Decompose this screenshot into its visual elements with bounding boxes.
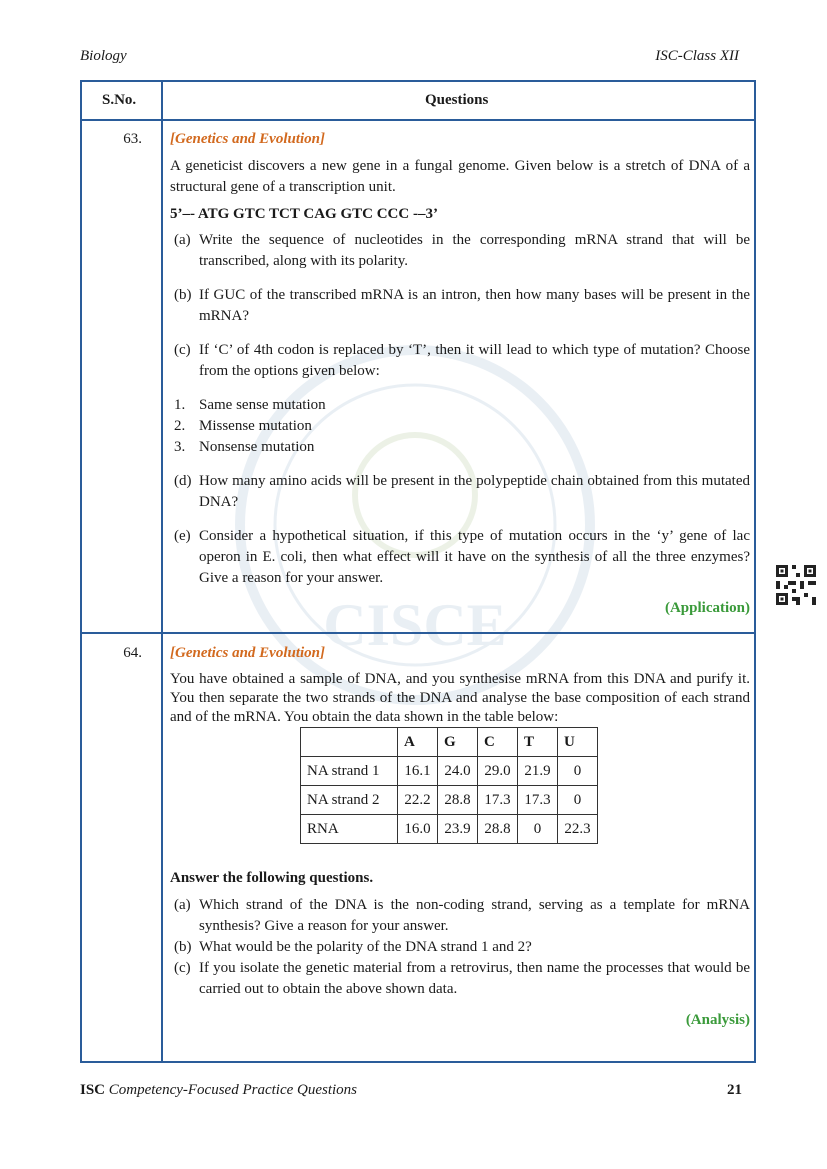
table-cell: 29.0	[478, 757, 518, 786]
q63-part-c: (c) If ‘C’ of 4th codon is replaced by ‘T’, then it will lead to which type of mutation? Choose from the options given below:	[174, 342, 750, 379]
q63-category: (Application)	[664, 600, 750, 616]
table-row	[301, 757, 598, 786]
q63-options	[170, 395, 750, 458]
q63-intro: A geneticist discovers a new gene in a fungal genome. Given below is a stretch of DNA of a structural gene of a transcription unit.	[170, 158, 750, 195]
row-label: NA strand 2	[301, 786, 398, 815]
question-63	[170, 129, 750, 619]
q64-part-b: (b) What would be the polarity of the DNA strand 1 and 2?	[174, 939, 532, 955]
header-subject: Biology	[80, 48, 127, 64]
table-col-header: T	[518, 728, 558, 757]
qr-code-icon[interactable]	[776, 565, 816, 605]
table-cell: 21.9	[518, 757, 558, 786]
table-col-header: C	[478, 728, 518, 757]
footer-text: Competency-Focused Practice Questions	[108, 1082, 358, 1098]
table-cell: 0	[558, 786, 598, 815]
column-header-questions: Questions	[425, 92, 489, 108]
table-cell: 16.1	[398, 757, 438, 786]
table-col-header: A	[398, 728, 438, 757]
table-cell: 16.0	[398, 815, 438, 844]
table-header-row	[301, 728, 598, 757]
page-number: 21	[727, 1082, 742, 1098]
table-cell: 0	[518, 815, 558, 844]
q64-part-a: (a) Which strand of the DNA is the non-coding strand, serving as a template for mRNA synthesis? Give a reason for your answer.	[174, 897, 750, 934]
q64-category: (Analysis)	[685, 1012, 750, 1028]
watermark-text: CISCE	[323, 592, 507, 658]
question-64	[170, 643, 750, 1031]
table-row	[301, 815, 598, 844]
base-composition-table	[300, 727, 598, 844]
q64-part-c: (c) If you isolate the genetic material from a retrovirus, then name the processes that would be carried out to obtain the above shown data.	[174, 960, 750, 997]
table-cell: 22.3	[558, 815, 598, 844]
question-number-63: 63.	[123, 131, 142, 147]
option-item: 3. Nonsense mutation	[174, 439, 315, 455]
question-number-64: 64.	[123, 645, 142, 661]
table-cell: 28.8	[438, 786, 478, 815]
q63-part-d: (d) How many amino acids will be present in the polypeptide chain obtained from this mutated DNA?	[174, 473, 750, 510]
table-cell: 28.8	[478, 815, 518, 844]
q64-topic: [Genetics and Evolution]	[170, 645, 326, 661]
footer-title	[80, 1082, 357, 1099]
table-cell: 22.2	[398, 786, 438, 815]
q64-instruction: Answer the following questions.	[170, 870, 374, 886]
table-col-header: U	[558, 728, 598, 757]
option-item: 1. Same sense mutation	[174, 397, 326, 413]
table-cell: 17.3	[478, 786, 518, 815]
q63-part-b: (b) If GUC of the transcribed mRNA is an intron, then how many bases will be present in the mRNA?	[174, 287, 750, 324]
table-row	[301, 786, 598, 815]
row-label: NA strand 1	[301, 757, 398, 786]
footer-brand: ISC	[80, 1082, 106, 1098]
table-cell: 24.0	[438, 757, 478, 786]
header-class: ISC-Class XII	[655, 48, 739, 64]
questions-table	[80, 80, 756, 1063]
table-cell: 23.9	[438, 815, 478, 844]
q63-topic: [Genetics and Evolution]	[170, 131, 326, 147]
q63-sequence: 5’–- ATG GTC TCT CAG GTC CCC -–3’	[170, 206, 438, 222]
q63-part-a: (a) Write the sequence of nucleotides in the corresponding mRNA strand that will be transcribed, along with its polarity.	[174, 232, 750, 269]
table-col-header: G	[438, 728, 478, 757]
option-item: 2. Missense mutation	[174, 418, 312, 434]
q63-part-e: (e) Consider a hypothetical situation, if this type of mutation occurs in the ‘y’ gene of lac operon in E. coli, then what effect will it have on the synthesis of all the three enzymes? Give a reason for your answer.	[174, 528, 750, 586]
table-cell: 0	[558, 757, 598, 786]
q64-intro: You have obtained a sample of DNA, and you synthesise mRNA from this DNA and purify it. You then separate the two strands of the DNA and analyse the base composition of each strand and of the mRNA. You obtain the data shown in the table below:	[170, 671, 750, 725]
column-header-sno: S.No.	[102, 92, 137, 108]
table-cell: 17.3	[518, 786, 558, 815]
row-label: RNA	[301, 815, 398, 844]
